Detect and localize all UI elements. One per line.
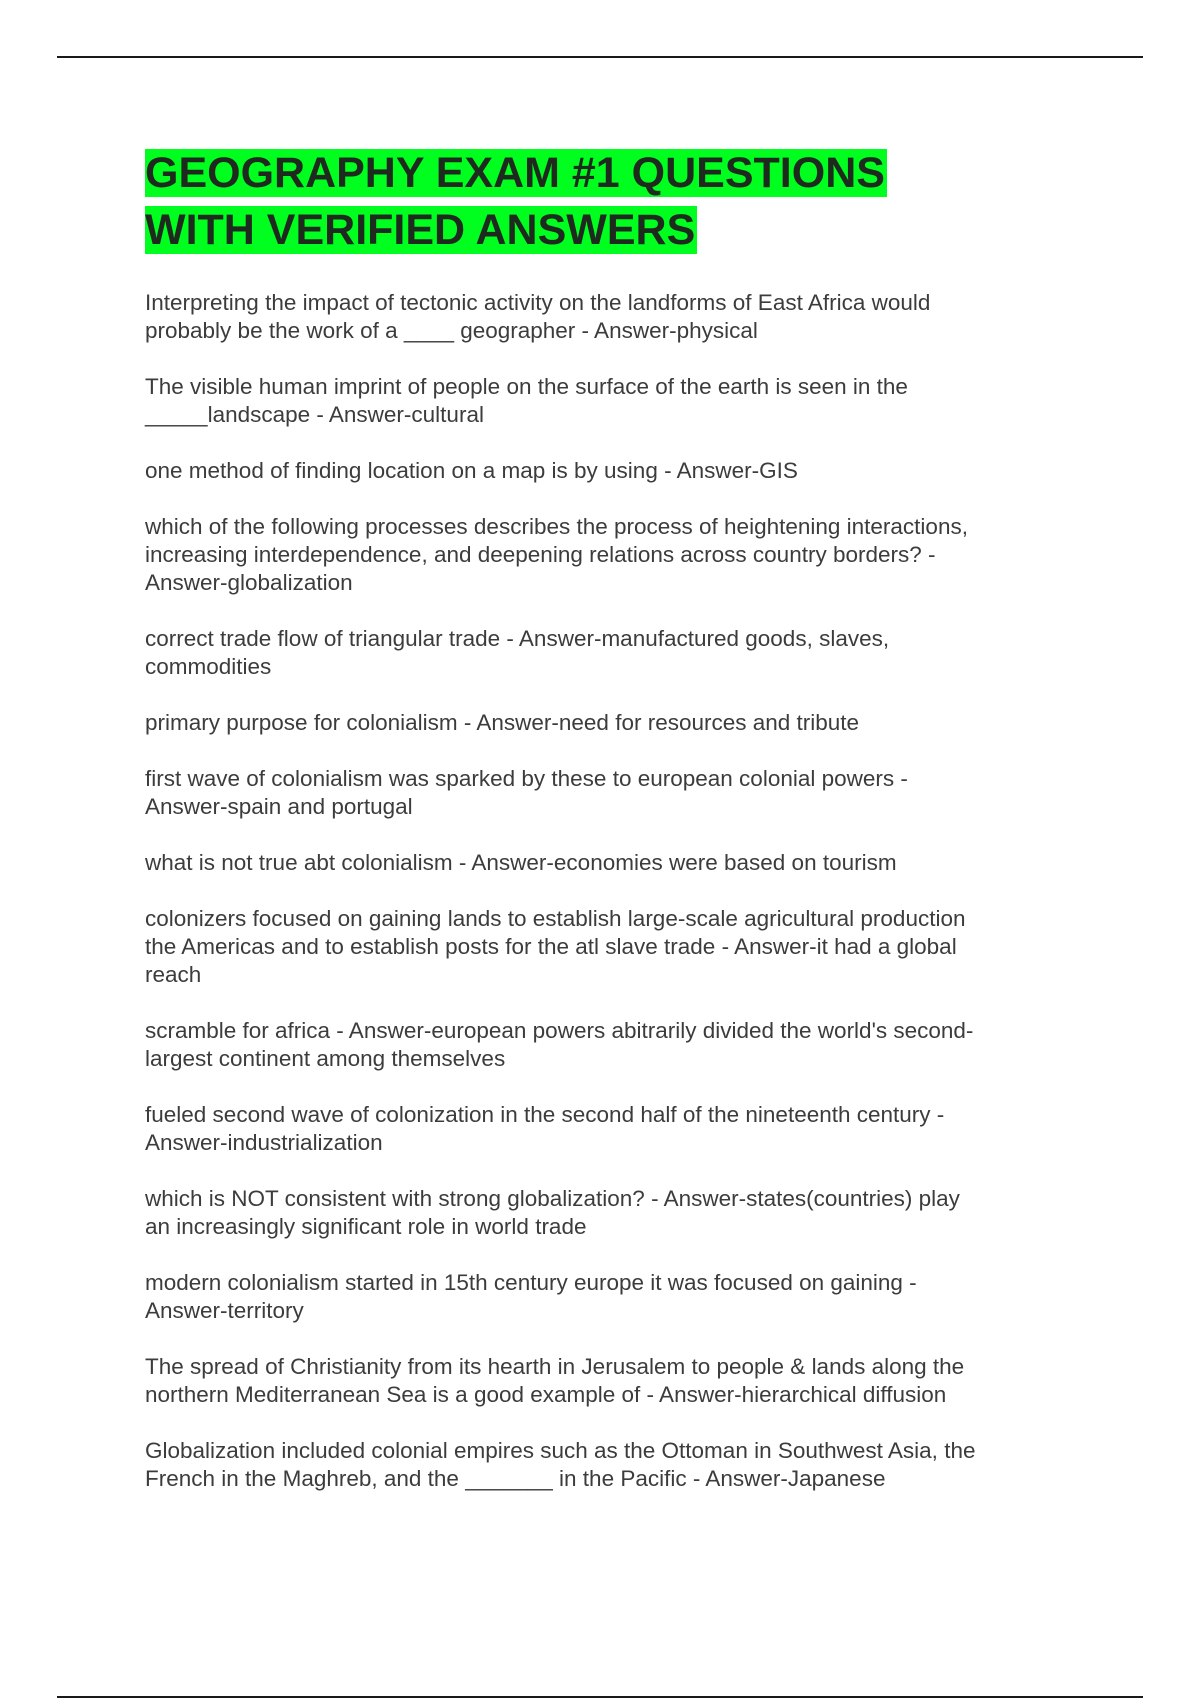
qa-item-5: correct trade flow of triangular trade - Answer-manufactured goods, slaves, commodities — [145, 626, 890, 679]
title-line-2: WITH VERIFIED ANSWERS — [145, 206, 696, 254]
qa-item-8: what is not true abt colonialism - Answer-economies were based on tourism — [145, 850, 897, 875]
qa-item-11: fueled second wave of colonization in the second half of the nineteenth century - Answer-industrialization — [145, 1102, 945, 1155]
qa-item-12: which is NOT consistent with strong globalization? - Answer-states(countries) play an increasingly significant role in world trade — [145, 1186, 960, 1239]
qa-item-2: The visible human imprint of people on the surface of the earth is seen in the _____landscape - Answer-cultural — [145, 374, 908, 427]
qa-item-6: primary purpose for colonialism - Answer-need for resources and tribute — [145, 710, 860, 735]
document-body — [145, 145, 1045, 1521]
qa-item-1: Interpreting the impact of tectonic activity on the landforms of East Africa would probably be the work of a ____ geographer - Answer-physical — [145, 290, 931, 343]
qa-item-15: Globalization included colonial empires such as the Ottoman in Southwest Asia, the French in the Maghreb, and the _______ in the Pacific - Answer-Japanese — [145, 1438, 976, 1491]
qa-item-3: one method of finding location on a map is by using - Answer-GIS — [145, 458, 798, 483]
qa-item-4: which of the following processes describes the process of heightening interactions, increasing interdependence, and deepening relations across country borders? - Answer-globalization — [145, 514, 968, 595]
qa-item-7: first wave of colonialism was sparked by these to european colonial powers - Answer-spain and portugal — [145, 766, 908, 819]
document-title — [145, 145, 1045, 259]
qa-item-14: The spread of Christianity from its hearth in Jerusalem to people & lands along the northern Mediterranean Sea is a good example of - Answer-hierarchical diffusion — [145, 1354, 965, 1407]
bottom-rule — [57, 1696, 1143, 1698]
top-rule — [57, 56, 1143, 58]
qa-item-10: scramble for africa - Answer-european powers abitrarily divided the world's second- largest continent among themselves — [145, 1018, 974, 1071]
qa-item-13: modern colonialism started in 15th century europe it was focused on gaining - Answer-territory — [145, 1270, 917, 1323]
title-line-1: GEOGRAPHY EXAM #1 QUESTIONS — [145, 149, 885, 197]
qa-item-9: colonizers focused on gaining lands to establish large-scale agricultural production the Americas and to establish posts for the atl slave trade - Answer-it had a global reach — [145, 906, 966, 987]
